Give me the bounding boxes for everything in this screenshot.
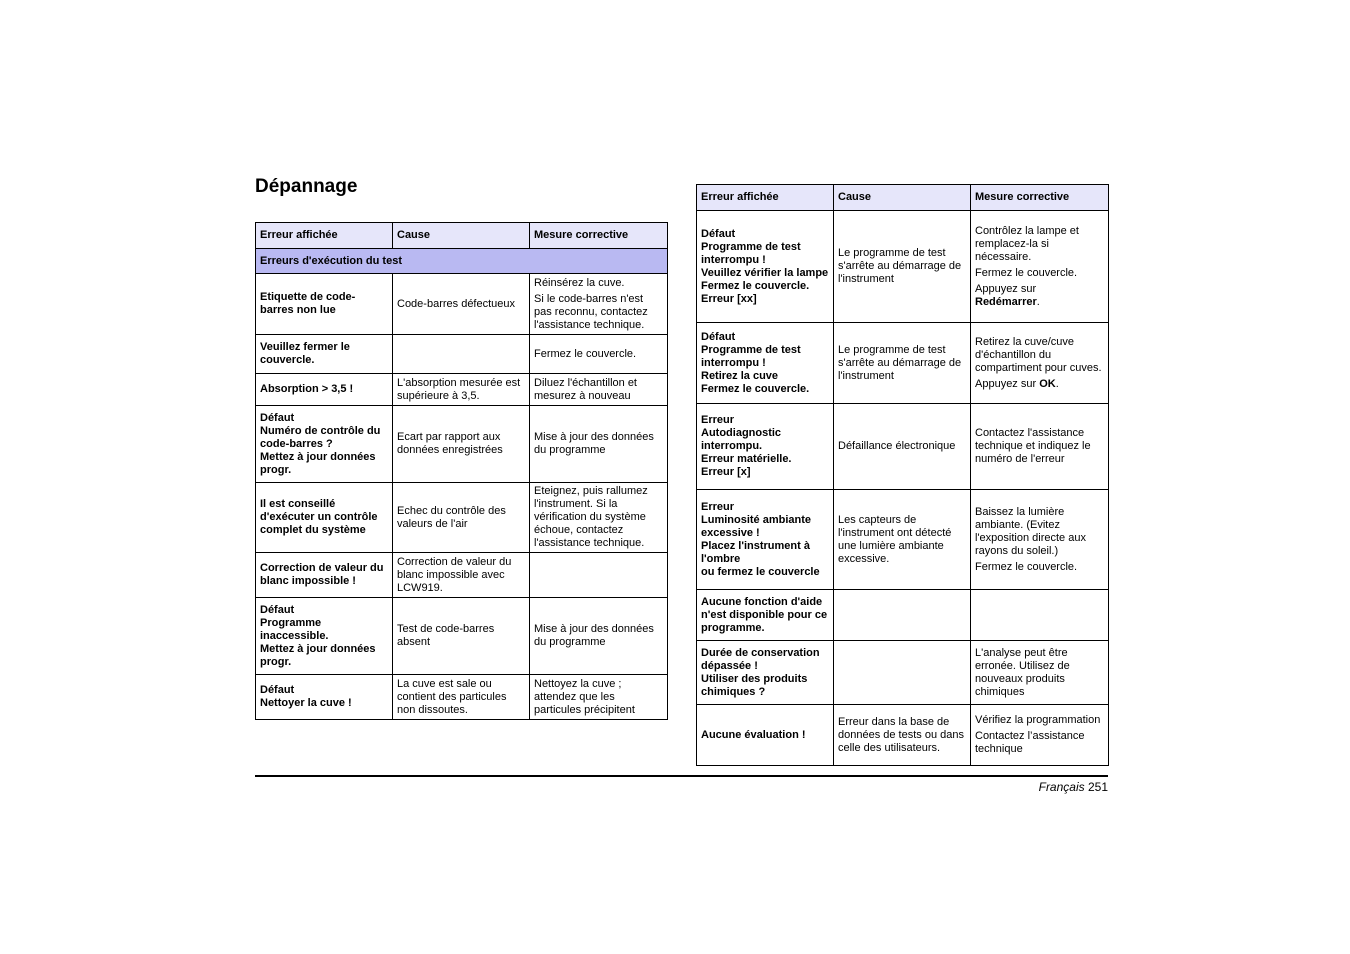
cell-line: Défaut [701,330,736,343]
table-row [256,675,668,720]
cause-cell [393,598,530,675]
section-title: Erreurs d'exécution du test [256,249,668,274]
cell-line: Les capteurs de l'instrument ont détecté une lumière ambiante excessive. [838,513,952,565]
fix-cell [530,374,668,406]
page-number: 251 [1087,780,1108,794]
footer-rule [255,775,1108,777]
cell-line: Aucune évaluation ! [701,728,806,741]
cell-line: Mise à jour des données du programme [534,623,654,648]
cell-line: Code-barres défectueux [397,297,516,310]
table-row [256,406,668,483]
cell-line: Fermez le couvercle. [534,347,637,360]
cell-line: Nettoyer la cuve ! [260,697,352,709]
cell-line: La cuve est sale ou contient des particules non dissoutes. [397,677,507,716]
cause-cell [393,374,530,406]
cell-line [975,378,1104,391]
footer-language: Français [1038,780,1085,794]
error-cell [697,705,834,766]
error-cell [697,490,834,590]
cause-cell [393,274,530,335]
fix-cell [971,211,1109,323]
cell-line: Défaut [260,603,295,616]
cell-line: Le programme de test s'arrête au démarrage de l'instrument [838,343,962,382]
cell-line: Programme inaccessible. [260,616,329,642]
fix-cell [971,705,1109,766]
cell-line: Erreur dans la base de données de tests ou dans celle des utilisateurs. [838,715,964,754]
cell-line: Mise à jour des données du programme [534,431,654,456]
cell-line [975,283,1104,309]
cell-line: Vérifiez la programmation [975,714,1101,726]
error-cell [256,274,393,335]
fix-cell [971,323,1109,404]
table-row [697,705,1109,766]
cell-line: Echec du contrôle des valeurs de l'air [397,504,506,530]
cell-line: Diluez l'échantillon et mesurez à nouveau [534,376,637,402]
cause-cell [834,211,971,323]
cell-line: Retirez la cuve/cuve d'échantillon du compartiment pour cuves. [975,335,1102,374]
error-cell [256,406,393,483]
cause-cell [393,675,530,720]
cell-line: Aucune fonction d'aide n'est disponible pour ce programme. [701,595,828,634]
cell-line: Absorption > 3,5 ! [260,383,354,395]
header-fix: Mesure corrective [971,185,1109,211]
error-cell [256,335,393,374]
cell-line: Test de code-barres absent [397,623,495,648]
cell-line: Si le code-barres n'est pas reconnu, contactez l'assistance technique. [534,292,648,331]
fix-cell [971,641,1109,705]
cell-line: Contrôlez la lampe et remplacez-la si nécessaire. [975,224,1079,263]
cell-line: Fermez le couvercle. [975,560,1078,573]
cell-line: Utiliser des produits chimiques ? [701,672,808,698]
error-cell [697,404,834,490]
cause-cell [834,404,971,490]
error-cell [697,590,834,641]
fix-cell [530,553,668,598]
cause-cell [834,641,971,705]
fix-cell [530,483,668,553]
table-row [697,404,1109,490]
error-cell [697,211,834,323]
cell-line: Luminosité ambiante excessive ! [701,513,812,539]
cell-text: Appuyez sur [975,282,1037,295]
cell-line: L'absorption mesurée est supérieure à 3,5. [397,376,521,402]
header-error: Erreur affichée [256,223,393,249]
fix-cell [530,335,668,374]
cell-line: Correction de valeur du blanc impossible ! [260,562,384,587]
error-cell [256,553,393,598]
table-row [697,490,1109,590]
table-row [256,598,668,675]
cell-line: Correction de valeur du blanc impossible avec LCW919. [397,555,512,594]
error-cell [256,675,393,720]
cell-text: Appuyez sur [975,377,1040,390]
fix-cell [971,404,1109,490]
header-cause: Cause [834,185,971,211]
cell-line: Etiquette de code-barres non lue [260,291,356,316]
cell-line: Contactez l’assistance technique [975,730,1085,755]
table-row [256,483,668,553]
cell-line: Erreur [701,500,735,513]
cell-line: Erreur [xx] [701,292,757,305]
cell-line: Contactez l'assistance technique et indiquez le numéro de l'erreur [975,427,1091,465]
error-cell [697,323,834,404]
cause-cell [393,406,530,483]
error-cell [697,641,834,705]
cell-line: Durée de conservation dépassée ! [701,646,820,672]
emphasis-text: OK [1039,377,1056,390]
cell-line: Le programme de test s'arrête au démarrage de l'instrument [838,247,962,285]
cell-line: ou fermez le couvercle [701,565,820,578]
table-row [256,274,668,335]
cell-line: Placez l'instrument à l'ombre [701,539,810,565]
cell-line: Il est conseillé d'exécuter un contrôle complet du système [260,498,378,536]
error-cell [256,483,393,553]
cause-cell [834,590,971,641]
cell-line: Défaut [260,684,295,696]
cell-line: Erreur [701,414,735,426]
cell-line: Mettez à jour données progr. [260,450,376,476]
cell-line: Fermez le couvercle. [701,382,810,395]
cause-cell [834,323,971,404]
table-row [697,590,1109,641]
cell-line: L'analyse peut être erronée. Utilisez de nouveaux produits chimiques [975,646,1070,698]
cell-line: Autodiagnostic interrompu. [701,427,782,452]
table-row [697,641,1109,705]
cell-line: Retirez la cuve [701,369,779,382]
cell-line: Ecart par rapport aux données enregistrées [397,431,503,456]
error-cell [256,598,393,675]
table-header-row [697,185,1109,211]
table-row [697,211,1109,323]
cell-line: Erreur matérielle. [701,453,792,465]
cell-line: Défaillance électronique [838,440,956,452]
emphasis-text: Redémarrer [975,295,1037,308]
troubleshooting-table-left [255,222,668,720]
troubleshooting-table-right [696,184,1109,766]
table-row [256,374,668,406]
cell-line: Nettoyez la cuve ; attendez que les particules précipitent [534,677,635,716]
cell-line: Baissez la lumière ambiante. (Evitez l'exposition directe aux rayons du soleil.) [975,505,1086,557]
table-row [256,335,668,374]
cause-cell [834,705,971,766]
cell-line: Fermez le couvercle. [975,266,1078,279]
cell-line: Programme de test interrompu ! [701,240,801,266]
table-header-row [256,223,668,249]
cell-line: Mettez à jour données progr. [260,642,376,668]
cell-line: Eteignez, puis rallumez l'instrument. Si la vérification du système échoue, contactez l'assistance technique. [534,485,648,549]
fix-cell [971,490,1109,590]
cell-line: Défaut [260,411,295,424]
cell-line: Erreur [x] [701,466,751,478]
fix-cell [530,598,668,675]
cell-text: . [1036,295,1040,308]
header-cause: Cause [393,223,530,249]
cell-line: Numéro de contrôle du code-barres ? [260,424,381,450]
table-row [256,553,668,598]
cell-text: . [1055,377,1059,390]
section-row [256,249,668,274]
table-row [697,323,1109,404]
cell-line: Veuillez fermer le couvercle. [260,341,350,366]
cell-line: Programme de test interrompu ! [701,343,801,369]
cell-line: Défaut [701,227,736,240]
cause-cell [393,483,530,553]
cause-cell [393,335,530,374]
cause-cell [393,553,530,598]
page-title: Dépannage [255,176,358,197]
cause-cell [834,490,971,590]
fix-cell [530,406,668,483]
header-fix: Mesure corrective [530,223,668,249]
cell-line: Veuillez vérifier la lampe [701,266,829,279]
fix-cell [530,274,668,335]
cell-line: Réinsérez la cuve. [534,276,625,289]
header-error: Erreur affichée [697,185,834,211]
fix-cell [530,675,668,720]
page-footer [1039,780,1108,794]
fix-cell [971,590,1109,641]
error-cell [256,374,393,406]
cell-line: Fermez le couvercle. [701,279,810,292]
